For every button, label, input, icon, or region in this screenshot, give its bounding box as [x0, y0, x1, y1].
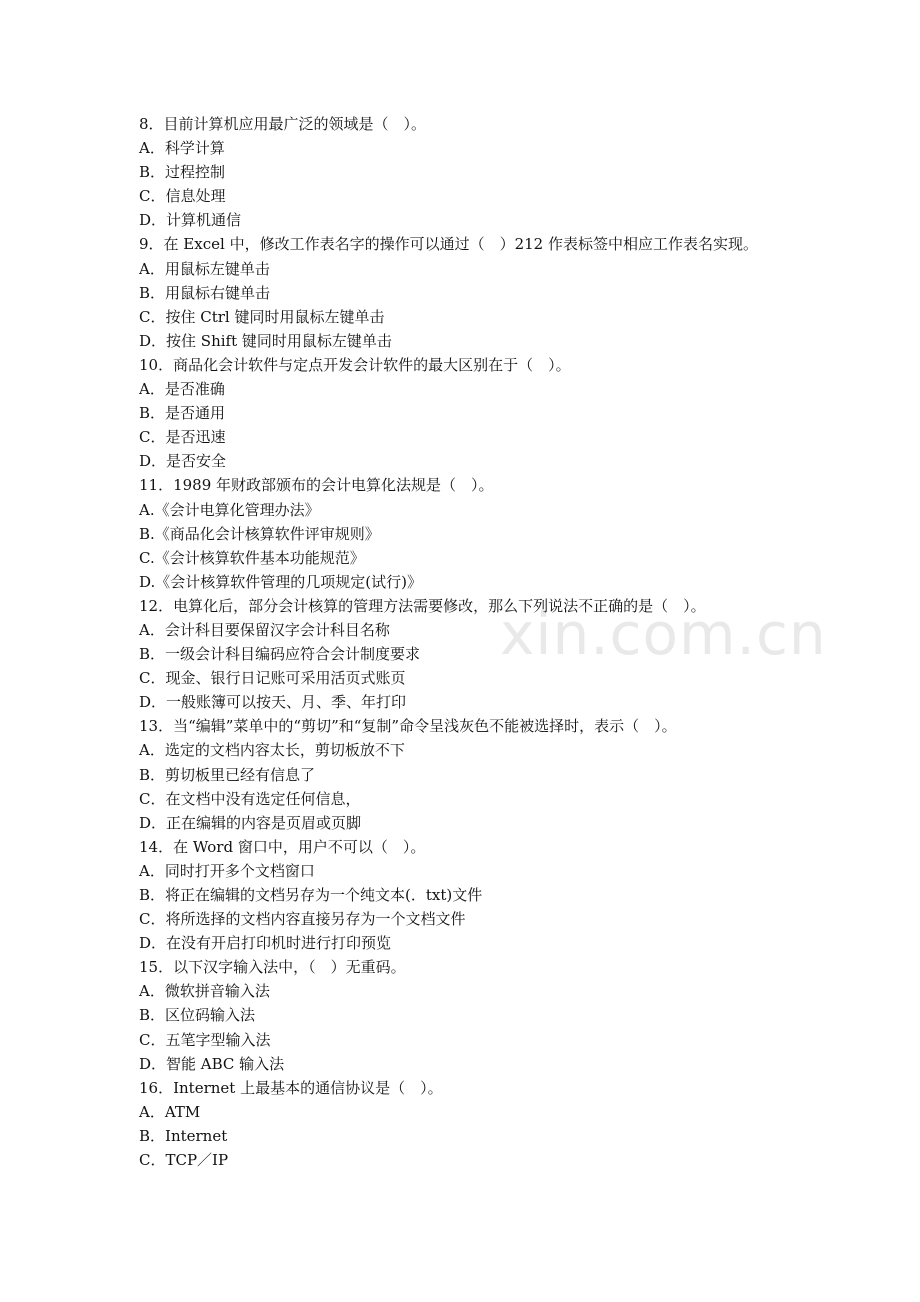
question-13-option-b: B．剪切板里已经有信息了 [139, 765, 316, 784]
document-body [139, 112, 839, 1172]
question-15-option-a: A．微软拼音输入法 [139, 982, 270, 1001]
question-14-option-c: C．将所选择的文档内容直接另存为一个文档文件 [139, 910, 466, 929]
question-12-option-c: C．现金、银行日记账可采用活页式账页 [139, 669, 406, 688]
question-13-option-a: A．选定的文档内容太长，剪切板放不下 [139, 741, 405, 760]
question-10-option-b: B．是否通用 [139, 404, 226, 423]
question-13-option-d: D．正在编辑的内容是页眉或页脚 [139, 813, 362, 832]
question-14-option-d: D．在没有开启打印机时进行打印预览 [139, 934, 392, 953]
question-9-option-c: C．按住 Ctrl 键同时用鼠标左键单击 [139, 307, 385, 326]
question-12-stem: 12．电算化后，部分会计核算的管理方法需要修改，那么下列说法不正确的是（ ）。 [139, 596, 706, 615]
question-10-stem: 10．商品化会计软件与定点开发会计软件的最大区别在于（ ）。 [139, 355, 571, 374]
question-12-option-b: B．一级会计科目编码应符合会计制度要求 [139, 645, 421, 664]
question-16-stem: 16．Internet 上最基本的通信协议是（ ）。 [139, 1078, 443, 1097]
question-11-option-a: A.《会计电算化管理办法》 [139, 500, 320, 519]
question-8-option-d: D．计算机通信 [139, 211, 242, 230]
question-12-option-d: D．一般账簿可以按天、月、季、年打印 [139, 693, 407, 712]
question-14-stem: 14．在 Word 窗口中，用户不可以（ ）。 [139, 837, 426, 856]
question-11-option-c: C.《会计核算软件基本功能规范》 [139, 548, 365, 567]
question-12-option-a: A．会计科目要保留汉字会计科目名称 [139, 620, 390, 639]
question-8-option-c: C．信息处理 [139, 187, 226, 206]
question-10-option-c: C．是否迅速 [139, 428, 226, 447]
question-11-option-b: B.《商品化会计核算软件评审规则》 [139, 524, 380, 543]
question-11-stem: 11．1989 年财政部颁布的会计电算化法规是（ ）。 [139, 476, 494, 495]
watermark: xin.com.cn [500, 600, 827, 668]
question-11-option-d: D.《会计核算软件管理的几项规定(试行)》 [139, 572, 422, 591]
question-15-option-d: D．智能 ABC 输入法 [139, 1054, 285, 1073]
question-10-option-d: D．是否安全 [139, 452, 227, 471]
question-16-option-a: A．ATM [139, 1102, 201, 1121]
question-13-stem: 13．当“编辑”菜单中的“剪切”和“复制”命令呈浅灰色不能被选择时，表示（ ）。 [139, 717, 677, 736]
question-13-option-c: C．在文档中没有选定任何信息， [139, 789, 361, 808]
question-16-option-b: B．Internet [139, 1126, 228, 1145]
question-14-option-b: B．将正在编辑的文档另存为一个纯文本(．txt)文件 [139, 886, 483, 904]
question-9-option-b: B．用鼠标右键单击 [139, 283, 271, 302]
question-15-option-b: B．区位码输入法 [139, 1006, 256, 1025]
question-9-stem: 9．在 Excel 中，修改工作表名字的操作可以通过（ ）212 作表标签中相应工作表名实现。 [139, 235, 758, 254]
question-15-option-c: C．五笔字型输入法 [139, 1030, 271, 1049]
question-8-stem: 8．目前计算机应用最广泛的领域是（ ）。 [139, 115, 427, 133]
question-9-option-a: A．用鼠标左键单击 [139, 259, 270, 278]
question-8-option-b: B．过程控制 [139, 163, 226, 182]
question-16-option-c: C．TCP／IP [139, 1151, 229, 1170]
question-8-option-a: A．科学计算 [139, 139, 225, 158]
question-15-stem: 15．以下汉字输入法中，（ ）无重码。 [139, 958, 406, 977]
question-14-option-a: A．同时打开多个文档窗口 [139, 861, 315, 880]
question-10-option-a: A．是否准确 [139, 380, 225, 399]
question-9-option-d: D．按住 Shift 键同时用鼠标左键单击 [139, 331, 392, 350]
